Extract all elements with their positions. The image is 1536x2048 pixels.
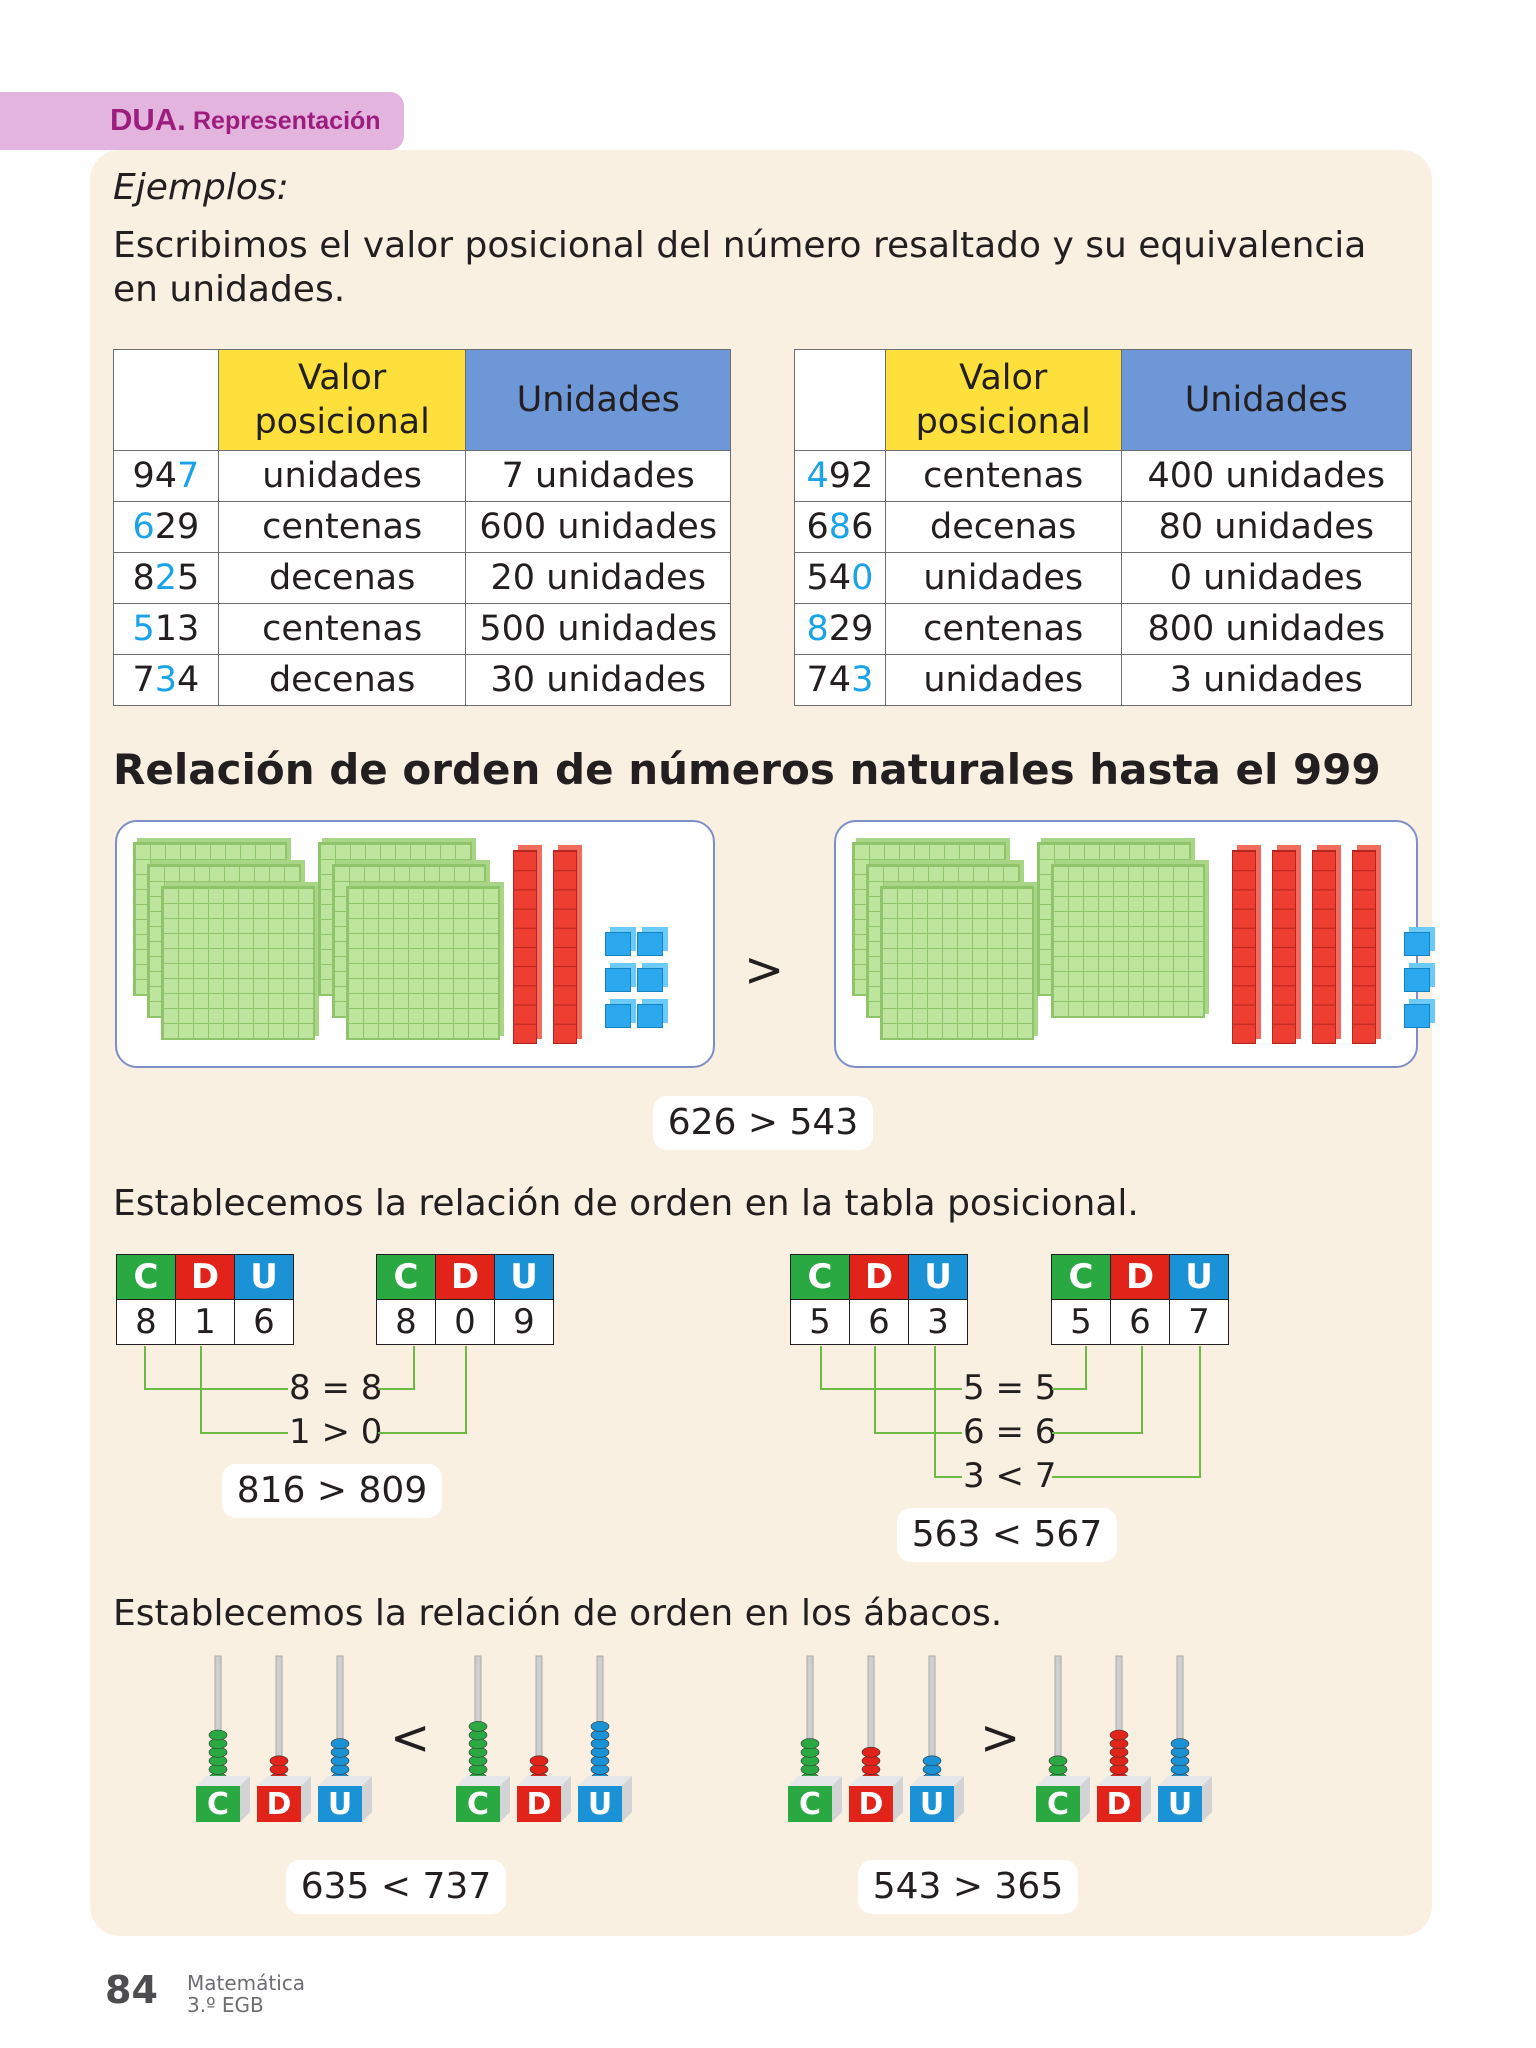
place-value-cell: decenas [218, 655, 466, 706]
place-value-table-right [794, 349, 1412, 706]
cdu-digit: 1 [176, 1300, 235, 1345]
ten-rod [513, 850, 537, 1044]
highlighted-digit: 8 [806, 609, 829, 649]
abacus-label: D [266, 1787, 292, 1822]
ten-rod [553, 850, 577, 1044]
highlighted-digit: 3 [851, 660, 874, 700]
unit-cube [605, 1004, 631, 1028]
abacus-bead [801, 1739, 819, 1749]
abacus-drawing [0, 1640, 1536, 1840]
number-cell [795, 655, 886, 706]
cdu-header-d: D [1111, 1255, 1170, 1300]
unit-cube [1404, 932, 1430, 956]
cdu-digit: 3 [909, 1300, 968, 1345]
cdu-table [790, 1254, 968, 1345]
table-row [114, 553, 731, 604]
cdu-table [116, 1254, 294, 1345]
units-cell: 20 unidades [466, 553, 731, 604]
ten-rod [1232, 850, 1256, 1044]
number-cell [114, 451, 219, 502]
cdu-header-c: C [117, 1255, 176, 1300]
digit: 4 [177, 660, 200, 700]
abacus-label: C [206, 1787, 230, 1822]
units-cell: 3 unidades [1121, 655, 1411, 706]
instruction-line-2: en unidades. [113, 269, 346, 310]
abacus-bead [1049, 1756, 1067, 1766]
cdu-digit: 6 [1111, 1300, 1170, 1345]
cdu-digit: 9 [495, 1300, 554, 1345]
abacus-label: D [858, 1787, 884, 1822]
hundred-block [346, 886, 500, 1040]
digit: 5 [177, 558, 200, 598]
abacus-bead [862, 1747, 880, 1757]
positional-result-1: 816 > 809 [222, 1464, 442, 1518]
highlighted-digit: 8 [828, 507, 852, 547]
header-valor-posicional: Valor posicional [218, 350, 466, 451]
cdu-table [376, 1254, 554, 1345]
cdu-header-c: C [377, 1255, 436, 1300]
abacus-bead [209, 1730, 227, 1740]
number-cell [795, 451, 886, 502]
abacus-intro: Establecemos la relación de orden en los ábacos. [113, 1593, 1003, 1634]
abacus-bead [530, 1756, 548, 1766]
digit-comparison: 3 < 7 [963, 1456, 1057, 1496]
digit: 54 [806, 558, 852, 598]
units-cell: 600 unidades [466, 502, 731, 553]
number-cell [114, 604, 219, 655]
abacus-bead [1171, 1739, 1189, 1749]
digit: 29 [154, 507, 200, 547]
cdu-header-u: U [1170, 1255, 1229, 1300]
hundred-block [880, 886, 1034, 1040]
abacus-bead [469, 1721, 487, 1731]
number-cell [114, 502, 219, 553]
blocks-result: 626 > 543 [653, 1096, 873, 1150]
cdu-header-u: U [495, 1255, 554, 1300]
abacus-sign-1: < [390, 1710, 431, 1766]
blocks-panel-right [834, 820, 1418, 1068]
number-cell [795, 502, 886, 553]
unit-cube [637, 968, 663, 992]
blocks-comparison-sign: > [744, 942, 785, 998]
place-value-cell: decenas [885, 502, 1121, 553]
cdu-digit: 5 [1052, 1300, 1111, 1345]
table-row [114, 451, 731, 502]
cdu-table [1051, 1254, 1229, 1345]
place-value-cell: unidades [218, 451, 466, 502]
place-value-cell: unidades [885, 553, 1121, 604]
ten-rod [1312, 850, 1336, 1044]
highlighted-digit: 7 [177, 456, 200, 496]
number-cell [114, 553, 219, 604]
units-cell: 500 unidades [466, 604, 731, 655]
table-row [795, 502, 1412, 553]
digit-comparison: 8 = 8 [289, 1368, 383, 1408]
unit-cube [605, 932, 631, 956]
cdu-header-u: U [235, 1255, 294, 1300]
place-value-cell: centenas [885, 604, 1121, 655]
digit: 13 [154, 609, 200, 649]
digit: 6 [851, 507, 874, 547]
cdu-digit: 6 [235, 1300, 294, 1345]
units-cell: 0 unidades [1121, 553, 1411, 604]
positional-intro: Establecemos la relación de orden en la tabla posicional. [113, 1183, 1139, 1224]
dua-tag [0, 92, 404, 150]
page-number: 84 [105, 1968, 158, 2012]
table-corner [114, 350, 219, 451]
digit: 74 [806, 660, 852, 700]
place-value-table-left [113, 349, 731, 706]
units-cell: 800 unidades [1121, 604, 1411, 655]
highlighted-digit: 0 [851, 558, 874, 598]
highlighted-digit: 4 [806, 456, 829, 496]
cdu-header-d: D [850, 1255, 909, 1300]
header-unidades: Unidades [1121, 350, 1411, 451]
unit-cube [1404, 968, 1430, 992]
cdu-digit: 5 [791, 1300, 850, 1345]
highlighted-digit: 5 [132, 609, 155, 649]
digit: 92 [828, 456, 874, 496]
units-cell: 80 unidades [1121, 502, 1411, 553]
digit-comparison: 6 = 6 [963, 1412, 1057, 1452]
units-cell: 30 unidades [466, 655, 731, 706]
table-corner [795, 350, 886, 451]
cdu-header-d: D [436, 1255, 495, 1300]
table-row [795, 604, 1412, 655]
ten-rod [1272, 850, 1296, 1044]
abacus-label: D [526, 1787, 552, 1822]
cdu-digit: 8 [117, 1300, 176, 1345]
digit: 94 [132, 456, 178, 496]
abacus-result-2: 543 > 365 [858, 1860, 1078, 1914]
table-row [795, 553, 1412, 604]
highlighted-digit: 6 [132, 507, 155, 547]
units-cell: 400 unidades [1121, 451, 1411, 502]
highlighted-digit: 3 [154, 660, 178, 700]
table-row [114, 655, 731, 706]
place-value-cell: centenas [218, 604, 466, 655]
number-cell [795, 604, 886, 655]
cdu-header-c: C [1052, 1255, 1111, 1300]
ten-rod [1352, 850, 1376, 1044]
abacus-result-1: 635 < 737 [286, 1860, 506, 1914]
header-unidades: Unidades [466, 350, 731, 451]
abacus-label: U [1167, 1787, 1193, 1822]
place-value-cell: centenas [885, 451, 1121, 502]
cdu-header-u: U [909, 1255, 968, 1300]
cdu-header-c: C [791, 1255, 850, 1300]
cdu-digit: 0 [436, 1300, 495, 1345]
abacus-label: C [1046, 1787, 1070, 1822]
abacus-sign-2: > [980, 1710, 1021, 1766]
table-row [114, 604, 731, 655]
table-row [114, 502, 731, 553]
number-cell [795, 553, 886, 604]
abacus-label: U [587, 1787, 613, 1822]
place-value-cell: centenas [218, 502, 466, 553]
abacus-label: C [466, 1787, 490, 1822]
digit: 6 [806, 507, 829, 547]
digit: 7 [132, 660, 155, 700]
unit-cube [637, 932, 663, 956]
examples-label: Ejemplos: [113, 167, 289, 208]
abacus-bead [591, 1721, 609, 1731]
abacus-label: U [327, 1787, 353, 1822]
number-cell [114, 655, 219, 706]
place-value-cell: decenas [218, 553, 466, 604]
abacus-bead [923, 1756, 941, 1766]
cdu-header-d: D [176, 1255, 235, 1300]
table-row [795, 451, 1412, 502]
cdu-digit: 8 [377, 1300, 436, 1345]
hundred-block [1051, 864, 1205, 1018]
header-valor-posicional: Valor posicional [885, 350, 1121, 451]
units-cell: 7 unidades [466, 451, 731, 502]
cdu-digit: 7 [1170, 1300, 1229, 1345]
dua-label: DUA. [110, 102, 186, 137]
abacus-bead [331, 1739, 349, 1749]
unit-cube [1404, 1004, 1430, 1028]
abacus-label: U [919, 1787, 945, 1822]
abacus-label: C [798, 1787, 822, 1822]
instruction-line-1: Escribimos el valor posicional del número resaltado y su equivalencia [113, 225, 1367, 266]
unit-cube [605, 968, 631, 992]
dua-sublabel: Representación [193, 107, 381, 135]
highlighted-digit: 2 [154, 558, 178, 598]
unit-cube [637, 1004, 663, 1028]
place-value-cell: unidades [885, 655, 1121, 706]
digit: 29 [828, 609, 874, 649]
positional-result-2: 563 < 567 [897, 1508, 1117, 1562]
cdu-digit: 6 [850, 1300, 909, 1345]
section-title: Relación de orden de números naturales hasta el 999 [113, 745, 1381, 794]
digit-comparison: 1 > 0 [289, 1412, 383, 1452]
abacus-label: D [1106, 1787, 1132, 1822]
hundred-block [161, 886, 315, 1040]
abacus-bead [270, 1756, 288, 1766]
abacus-bead [1110, 1730, 1128, 1740]
digit-comparison: 5 = 5 [963, 1368, 1057, 1408]
digit: 8 [132, 558, 155, 598]
table-row [795, 655, 1412, 706]
footer-subject: Matemática 3.º EGB [187, 1971, 306, 2017]
blocks-panel-left [115, 820, 715, 1068]
